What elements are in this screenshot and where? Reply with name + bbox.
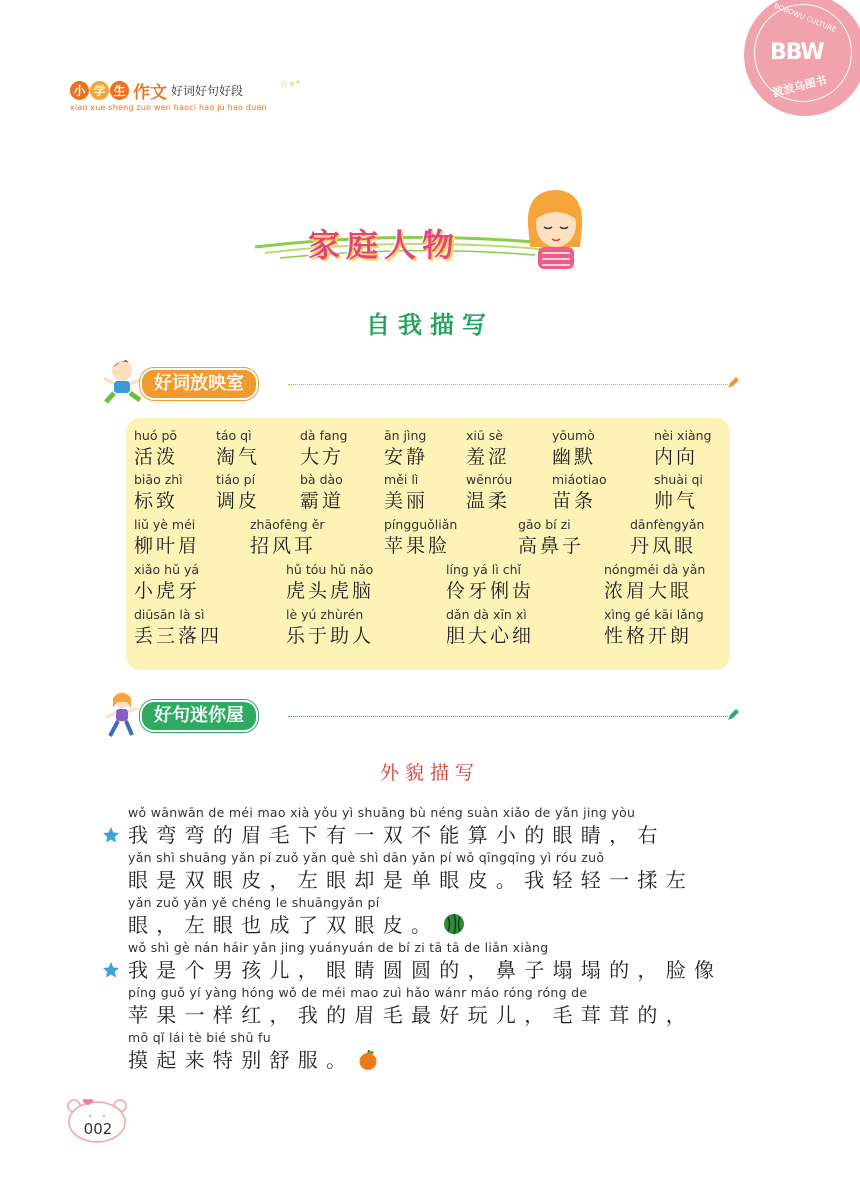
vocab-item	[134, 472, 183, 514]
vocab-word: 伶牙俐齿	[446, 580, 535, 602]
sentence-pinyin: wǒ shì gè nán háir yǎn jing yuányuán de bí zi tā tā de liǎn xiàng	[128, 940, 549, 955]
vocab-pinyin: měi lì	[384, 472, 419, 487]
vocab-word: 温柔	[466, 490, 511, 512]
header-circle-char: 学	[90, 81, 109, 100]
vocab-word: 幽默	[552, 446, 597, 468]
sentence-line	[128, 984, 748, 1029]
stamp-text-en: BOBOWU CULTURE	[772, 1, 838, 35]
vocab-word: 虎头虎脑	[286, 580, 375, 602]
sentence-pinyin: mō qǐ lái tè bié shū fu	[128, 1030, 271, 1045]
vocab-word: 丢三落四	[134, 625, 223, 647]
header-circle-char: 小	[70, 81, 89, 100]
vocab-pinyin: hǔ tóu hǔ nǎo	[286, 562, 374, 577]
vocab-pinyin: diūsān là sì	[134, 607, 205, 622]
sentence-text-content: 眼，左眼也成了双眼皮。	[128, 913, 440, 937]
sentence-text: 眼是双眼皮，左眼却是单眼皮。我轻轻一揉左	[128, 868, 694, 892]
pencil-icon	[726, 708, 740, 722]
vocab-item	[216, 472, 260, 514]
vocab-pinyin: ān jìng	[384, 428, 427, 443]
vocab-item	[518, 517, 584, 559]
dotted-divider	[288, 716, 728, 717]
sentence-text	[128, 1046, 748, 1074]
vocab-word: 小虎牙	[134, 580, 201, 602]
header-title-sub: 好词好句好段	[171, 83, 244, 98]
header-title-main: 作文	[133, 82, 167, 103]
publisher-stamp	[744, 0, 860, 116]
vocab-item	[250, 517, 325, 559]
stamp-text-cn: 波波乌图书	[771, 73, 828, 100]
vocab-item	[216, 428, 260, 470]
vocab-pinyin: tiáo pí	[216, 472, 256, 487]
vocab-item	[134, 428, 178, 470]
sentence-line	[128, 1029, 748, 1074]
sentence-text	[128, 911, 748, 939]
star-bullet-icon	[102, 826, 120, 844]
vocab-pinyin: dānfèngyǎn	[630, 517, 705, 532]
vocab-item	[552, 428, 596, 470]
vocab-item	[300, 428, 348, 470]
sentence-pinyin: píng guǒ yí yàng hóng wǒ de méi mao zuì hǎo wánr máo róng róng de	[128, 985, 588, 1000]
vocab-pinyin: lè yú zhùrén	[286, 607, 364, 622]
vocab-word: 柳叶眉	[134, 535, 201, 557]
page-number: 002	[83, 1120, 113, 1138]
vocab-word: 霸道	[300, 490, 345, 512]
sentence-line	[128, 894, 748, 939]
stamp-logo: BBW	[770, 40, 824, 65]
sentence-text: 苹果一样红，我的眉毛最好玩儿，毛茸茸的，	[128, 1003, 694, 1027]
vocab-pinyin: biāo zhì	[134, 472, 183, 487]
vocab-pinyin: wēnróu	[466, 472, 513, 487]
vocab-item	[134, 607, 222, 649]
vocab-item	[286, 562, 374, 604]
dotted-divider	[288, 384, 728, 385]
vocab-word: 乐于助人	[286, 625, 375, 647]
sentence-pinyin: yǎn zuǒ yǎn yě chéng le shuāngyǎn pí	[128, 895, 380, 910]
vocab-item	[630, 517, 704, 559]
sentence-section-header	[100, 688, 740, 738]
vocab-pinyin: xiū sè	[466, 428, 503, 443]
sentence-text: 我是个男孩儿，眼睛圆圆的，鼻子塌塌的，脸像	[128, 958, 723, 982]
vocab-item	[654, 428, 711, 470]
vocab-item	[446, 607, 534, 649]
vocab-pinyin: bà dào	[300, 472, 343, 487]
sentence-line	[128, 849, 748, 894]
vocab-item	[466, 428, 510, 470]
vocab-item	[552, 472, 607, 514]
vocab-item	[134, 517, 200, 559]
vocab-pinyin: zhāofēng ěr	[250, 517, 325, 532]
vocab-row	[126, 562, 730, 606]
vocab-word: 淘气	[216, 446, 261, 468]
sentence-section-label: 好句迷你屋	[140, 700, 258, 732]
header-title	[70, 78, 267, 102]
vocab-item	[384, 428, 428, 470]
vocab-word: 苗条	[552, 490, 597, 512]
vocab-word: 安静	[384, 446, 429, 468]
vocab-pinyin: píngguǒliǎn	[384, 517, 458, 532]
header-pinyin: xiao xue sheng zuo wen haoci hao ju hao duan	[70, 103, 267, 112]
vocab-pinyin: dǎn dà xīn xì	[446, 607, 527, 622]
vocab-word: 大方	[300, 446, 345, 468]
vocab-section-header	[100, 356, 740, 406]
vocab-pinyin: liǔ yè méi	[134, 517, 196, 532]
vocab-row	[126, 472, 730, 516]
vocab-row	[126, 428, 730, 472]
vocab-pinyin: gāo bí zi	[518, 517, 571, 532]
sparkle-icon: ☆✧°	[280, 80, 301, 90]
vocab-item	[286, 607, 374, 649]
vocab-word: 胆大心细	[446, 625, 535, 647]
vocab-word: 帅气	[654, 490, 699, 512]
vocab-row	[126, 517, 730, 561]
vocab-pinyin: yōumò	[552, 428, 595, 443]
vocab-item	[604, 607, 704, 649]
vocab-word: 浓眉大眼	[604, 580, 693, 602]
vocab-pinyin: xìng gé kāi lǎng	[604, 607, 704, 622]
vocab-section-label: 好词放映室	[140, 368, 258, 400]
chapter-title: 家庭人物	[308, 226, 461, 264]
vocab-pinyin: dà fang	[300, 428, 348, 443]
vocab-item	[134, 562, 200, 604]
pencil-icon	[726, 376, 740, 390]
sentence-line	[128, 939, 748, 984]
star-bullet-icon	[102, 961, 120, 979]
subsection-title: 外貌描写	[379, 762, 480, 784]
vocab-item	[446, 562, 534, 604]
vocab-word: 内向	[654, 446, 699, 468]
sentence-text-content: 摸起来特别舒服。	[128, 1048, 355, 1072]
vocab-word: 羞涩	[466, 446, 511, 468]
vocab-pinyin: miáotiao	[552, 472, 607, 487]
vocab-pinyin: nèi xiàng	[654, 428, 712, 443]
vocab-pinyin: huó pō	[134, 428, 178, 443]
vocab-word: 活泼	[134, 446, 179, 468]
vocab-pinyin: xiǎo hǔ yá	[134, 562, 200, 577]
vocab-item	[384, 472, 428, 514]
vocab-pinyin: shuài qi	[654, 472, 703, 487]
vocab-word: 苹果脸	[384, 535, 451, 557]
vocab-pinyin: nóngméi dà yǎn	[604, 562, 706, 577]
apple-icon	[358, 1050, 378, 1070]
vocab-item	[384, 517, 457, 559]
vocab-item	[300, 472, 344, 514]
vocab-box	[126, 418, 730, 670]
vocab-word: 高鼻子	[518, 535, 585, 557]
header-circle-char: 生	[110, 81, 129, 100]
watermelon-icon	[443, 913, 465, 935]
sentence-pinyin: wǒ wānwān de méi mao xià yǒu yì shuāng bù néng suàn xiǎo de yǎn jing yòu	[128, 805, 636, 820]
vocab-word: 招风耳	[250, 535, 317, 557]
vocab-word: 调皮	[216, 490, 261, 512]
vocab-item	[604, 562, 705, 604]
sentence-pinyin: yǎn shì shuāng yǎn pí zuǒ yǎn què shì dān yǎn pí wǒ qīngqīng yì róu zuǒ	[128, 850, 605, 865]
running-header	[70, 78, 301, 112]
vocab-item	[654, 472, 703, 514]
girl-character-icon	[520, 185, 590, 275]
vocab-pinyin: táo qì	[216, 428, 252, 443]
vocab-word: 丹凤眼	[630, 535, 697, 557]
vocab-word: 标致	[134, 490, 179, 512]
vocab-item	[466, 472, 512, 514]
vocab-word: 性格开朗	[604, 625, 693, 647]
vocab-row	[126, 607, 730, 651]
section-title: 自我描写	[366, 311, 494, 339]
sentence-line	[128, 804, 748, 849]
vocab-word: 美丽	[384, 490, 429, 512]
vocab-pinyin: líng yá lì chǐ	[446, 562, 521, 577]
sentence-text: 我弯弯的眉毛下有一双不能算小的眼睛，右	[128, 823, 666, 847]
